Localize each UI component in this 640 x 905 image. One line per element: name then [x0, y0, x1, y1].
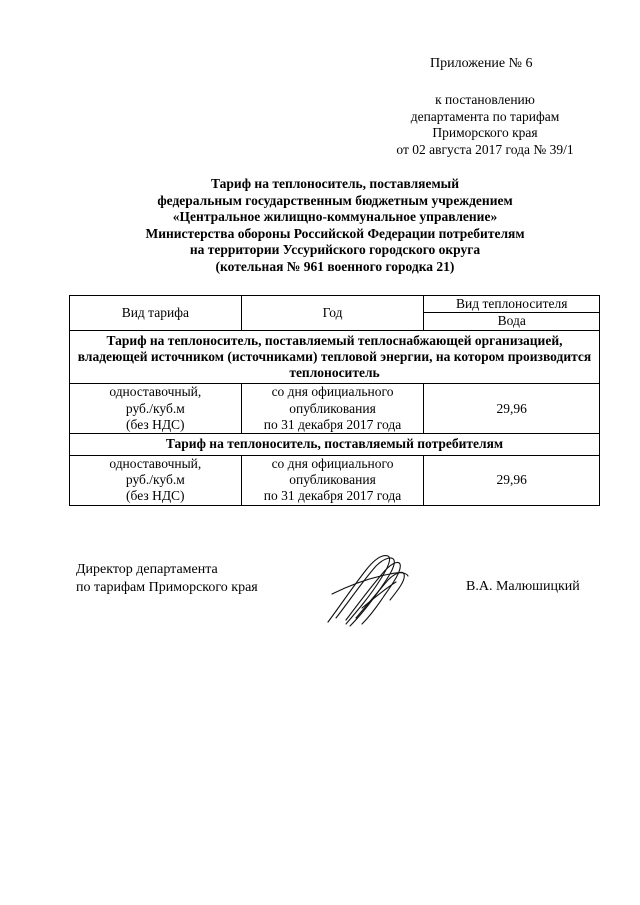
cell-line: одноставочный, [109, 455, 202, 471]
table-row [70, 384, 600, 434]
resolution-reference [370, 92, 600, 158]
tariff-type-cell [70, 384, 242, 434]
title-line: на территории Уссурийского городского округа [189, 242, 481, 258]
signatory-name: В.А. Малюшицкий [466, 579, 580, 594]
cell-line: по 31 декабря 2017 года [263, 417, 402, 433]
cell-line: (без НДС) [126, 488, 185, 504]
cell-line: опубликования [289, 400, 376, 416]
section-title: Тариф на теплоноситель, поставляемый теплоснабжающей организацией, владеющей источником (источниками) тепловой энергии, на котором производится теплоноситель [70, 330, 600, 384]
appendix-number: Приложение № 6 [430, 56, 533, 71]
cell-line: по 31 декабря 2017 года [263, 488, 402, 504]
tariff-table [69, 295, 600, 506]
position-line: Директор департамента [76, 562, 218, 577]
tariff-type-cell [70, 455, 242, 505]
title-line: Министерства обороны Российской Федерации потребителям [145, 225, 525, 241]
cell-line: руб./куб.м [125, 471, 185, 487]
handwritten-signature [322, 548, 412, 630]
period-cell [241, 384, 424, 434]
header-carrier-type: Вид теплоносителя [424, 296, 600, 313]
title-line: (котельная № 961 военного городка 21) [215, 258, 455, 274]
cell-line: одноставочный, [109, 384, 202, 400]
title-line: «Центральное жилищно-коммунальное управление» [172, 209, 498, 225]
header-tariff-type: Вид тарифа [70, 296, 242, 331]
cell-line: со дня официального [271, 455, 394, 471]
cell-line: со дня официального [271, 384, 394, 400]
document-title [70, 176, 600, 276]
reference-line: департамента по тарифам [410, 108, 560, 124]
section-title: Тариф на теплоноситель, поставляемый потребителям [70, 434, 600, 455]
header-year: Год [241, 296, 424, 331]
value-cell: 29,96 [424, 455, 600, 505]
title-line: Тариф на теплоноситель, поставляемый [211, 176, 459, 191]
reference-line: от 02 августа 2017 года № 39/1 [396, 141, 574, 157]
reference-line: к постановлению [435, 92, 535, 107]
cell-line: (без НДС) [126, 417, 185, 433]
signatory-position [76, 561, 258, 597]
value-cell: 29,96 [424, 384, 600, 434]
position-line: по тарифам Приморского края [76, 580, 258, 595]
period-cell [241, 455, 424, 505]
title-line: федеральным государственным бюджетным учреждением [157, 192, 513, 208]
table-row [70, 455, 600, 505]
header-water: Вода [424, 313, 600, 330]
cell-line: опубликования [289, 471, 376, 487]
reference-line: Приморского края [432, 125, 538, 140]
cell-line: руб./куб.м [125, 400, 185, 416]
